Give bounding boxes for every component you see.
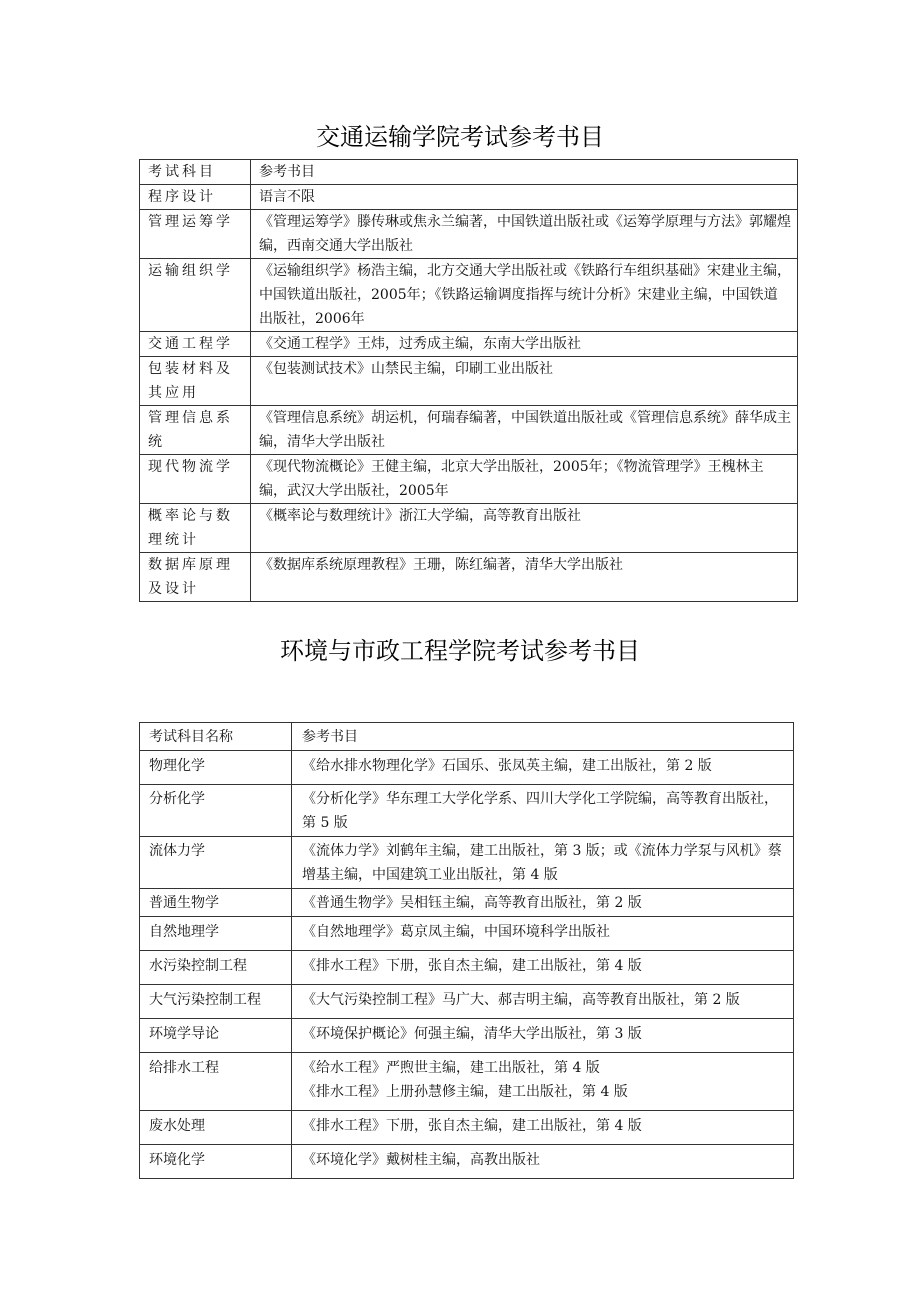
books-cell: 《环境保护概论》何强主编，清华大学出版社，第 3 版 <box>292 1019 794 1053</box>
table-row <box>140 455 798 504</box>
books-line: 《排水工程》上册孙慧修主编，建工出版社，第 4 版 <box>302 1084 628 1100</box>
books-cell: 《运输组织学》杨浩主编，北方交通大学出版社或《铁路行车组织基础》宋建业主编，中国铁道出版社，2005年；《铁路运输调度指挥与统计分析》宋建业主编，中国铁道出版社，2006年 <box>251 259 798 332</box>
books-cell: 《环境化学》戴树桂主编，高教出版社 <box>292 1145 794 1179</box>
subject-cell: 水污染控制工程 <box>140 951 292 985</box>
books-cell: 《排水工程》下册，张自杰主编，建工出版社，第 4 版 <box>292 951 794 985</box>
books-cell: 《概率论与数理统计》浙江大学编，高等教育出版社 <box>251 504 798 553</box>
header-subject: 考试科目 <box>140 160 251 185</box>
books-cell: 《大气污染控制工程》马广大、郝吉明主编，高等教育出版社，第 2 版 <box>292 985 794 1019</box>
table-row <box>140 406 798 455</box>
subject-cell: 管理信息系统 <box>140 406 251 455</box>
subject-cell: 环境学导论 <box>140 1019 292 1053</box>
table-row <box>140 751 794 785</box>
books-cell: 《排水工程》下册，张自杰主编，建工出版社，第 4 版 <box>292 1111 794 1145</box>
books-cell: 语言不限 <box>251 185 798 210</box>
table-row <box>140 1111 794 1145</box>
subject-cell: 废水处理 <box>140 1111 292 1145</box>
subject-cell: 物理化学 <box>140 751 292 785</box>
books-cell: 《包装测试技术》山禁民主编，印刷工业出版社 <box>251 357 798 406</box>
subject-cell: 分析化学 <box>140 785 292 837</box>
subject-cell: 大气污染控制工程 <box>140 985 292 1019</box>
subject-cell: 现代物流学 <box>140 455 251 504</box>
table-header-row <box>140 160 798 185</box>
subject-cell: 自然地理学 <box>140 917 292 951</box>
books-cell: 《数据库系统原理教程》王珊，陈红编著，清华大学出版社 <box>251 553 798 602</box>
subject-cell: 包装材料及其应用 <box>140 357 251 406</box>
table-row <box>140 259 798 332</box>
table-row <box>140 332 798 357</box>
subject-cell: 流体力学 <box>140 837 292 889</box>
table-row <box>140 985 794 1019</box>
books-cell: 《自然地理学》葛京凤主编，中国环境科学出版社 <box>292 917 794 951</box>
table-row <box>140 889 794 917</box>
books-cell: 《流体力学》刘鹤年主编，建工出版社，第 3 版；或《流体力学泵与风机》蔡增基主编，中国建筑工业出版社，第 4 版 <box>292 837 794 889</box>
subject-cell: 概率论与数理统计 <box>140 504 251 553</box>
header-books: 参考书目 <box>292 723 794 751</box>
books-cell: 《交通工程学》王炜，过秀成主编，东南大学出版社 <box>251 332 798 357</box>
subject-cell: 环境化学 <box>140 1145 292 1179</box>
books-line: 《给水工程》严煦世主编，建工出版社，第 4 版 <box>302 1060 600 1076</box>
table-row <box>140 785 794 837</box>
subject-cell: 数据库原理及设计 <box>140 553 251 602</box>
header-books: 参考书目 <box>251 160 798 185</box>
subject-cell: 程序设计 <box>140 185 251 210</box>
table-row <box>140 185 798 210</box>
books-cell: 《现代物流概论》王健主编，北京大学出版社，2005年；《物流管理学》王槐林主编，武汉大学出版社，2005年 <box>251 455 798 504</box>
section1-title: 交通运输学院考试参考书目 <box>316 123 604 151</box>
books-cell: 《管理信息系统》胡运机，何瑞春编著，中国铁道出版社或《管理信息系统》薛华成主编，清华大学出版社 <box>251 406 798 455</box>
table-row <box>140 357 798 406</box>
books-cell: 《管理运筹学》滕传琳或焦永兰编著，中国铁道出版社或《运筹学原理与方法》郭耀煌编，西南交通大学出版社 <box>251 210 798 259</box>
books-cell: 《给水排水物理化学》石国乐、张凤英主编，建工出版社，第 2 版 <box>292 751 794 785</box>
books-cell: 《普通生物学》吴相钰主编，高等教育出版社，第 2 版 <box>292 889 794 917</box>
table-row <box>140 1053 794 1111</box>
table-row <box>140 1019 794 1053</box>
section2-title: 环境与市政工程学院考试参考书目 <box>280 637 640 665</box>
transport-bibliography-table <box>139 159 798 602</box>
subject-cell: 交通工程学 <box>140 332 251 357</box>
table-row <box>140 837 794 889</box>
table-row <box>140 210 798 259</box>
table-row <box>140 553 798 602</box>
header-subject: 考试科目名称 <box>140 723 292 751</box>
table-header-row <box>140 723 794 751</box>
environment-bibliography-table <box>139 722 794 1179</box>
subject-cell: 管理运筹学 <box>140 210 251 259</box>
table-row <box>140 1145 794 1179</box>
subject-cell: 给排水工程 <box>140 1053 292 1111</box>
table-row <box>140 504 798 553</box>
books-cell <box>292 1053 794 1111</box>
subject-cell: 运输组织学 <box>140 259 251 332</box>
table-row <box>140 951 794 985</box>
books-cell: 《分析化学》华东理工大学化学系、四川大学化工学院编，高等教育出版社，第 5 版 <box>292 785 794 837</box>
table-row <box>140 917 794 951</box>
subject-cell: 普通生物学 <box>140 889 292 917</box>
